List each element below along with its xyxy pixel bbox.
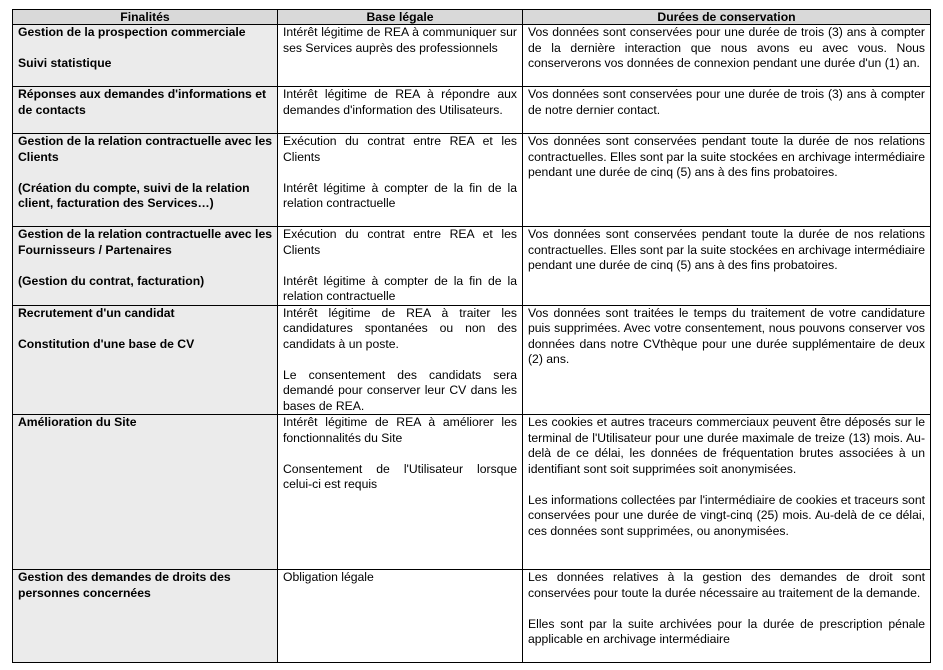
- base-legale-text: Intérêt légitime à compter de la fin de la relation contractuelle: [283, 180, 517, 210]
- base-legale-text: Intérêt légitime de REA à répondre aux demandes d'information des Utilisateurs.: [283, 87, 517, 117]
- finalite-cell: [13, 570, 278, 663]
- finalite-text: Amélioration du Site: [18, 415, 137, 429]
- finalite-text: Réponses aux demandes d'informations et de contacts: [18, 87, 267, 117]
- table-row: [13, 87, 931, 134]
- duree-text: Elles sont par la suite archivées pour la durée de prescription pénale applicable en archivage intermédiaire: [528, 616, 925, 646]
- data-retention-table: [12, 9, 931, 663]
- finalite-cell: [13, 227, 278, 306]
- finalite-text: Gestion de la relation contractuelle avec les Fournisseurs / Partenaires: [18, 227, 273, 257]
- header-finalites: Finalités: [13, 10, 278, 25]
- duree-text: Vos données sont traitées le temps du traitement de votre candidature puis supprimées. Avec votre consentement, nous pouvons conserver vos données dans notre CVthèque pour une durée supplémentaire de deux (2) ans.: [528, 305, 925, 366]
- duree-text: Vos données sont conservées pendant toute la durée de nos relations contractuelles. Elles sont par la suite stockées en archivage intermédiaire pendant une durée de cinq (5) ans à des fins probatoires.: [528, 134, 925, 179]
- base-legale-cell: [278, 134, 523, 227]
- base-legale-cell: [278, 415, 523, 570]
- finalite-cell: [13, 134, 278, 227]
- duree-cell: [523, 570, 931, 663]
- duree-cell: [523, 305, 931, 415]
- duree-cell: [523, 415, 931, 570]
- finalite-text: Suivi statistique: [18, 56, 112, 70]
- base-legale-text: Intérêt légitime de REA à traiter les candidatures spontanées ou non des candidats à un poste.: [283, 305, 517, 351]
- base-legale-text: Exécution du contrat entre REA et les Clients: [283, 227, 517, 257]
- duree-text: Les informations collectées par l'intermédiaire de cookies et traceurs sont conservées pour une durée de vingt-cinq (25) mois. Au-delà de ce délai, ces données sont supprimées, ou anonymisées.: [528, 492, 925, 538]
- base-legale-text: Obligation légale: [283, 570, 374, 584]
- base-legale-cell: [278, 25, 523, 87]
- table-row: [13, 227, 931, 306]
- duree-text: Vos données sont conservées pendant toute la durée de nos relations contractuelles. Elles sont par la suite stockées en archivage intermédiaire pendant une durée de cinq (5) ans à des fins probatoires.: [528, 227, 925, 272]
- finalite-text: Gestion de la relation contractuelle avec les Clients: [18, 134, 273, 164]
- finalite-cell: [13, 305, 278, 415]
- finalite-cell: [13, 25, 278, 87]
- base-legale-text: Intérêt légitime à compter de la fin de la relation contractuelle: [283, 273, 517, 303]
- table-row: [13, 134, 931, 227]
- duree-cell: [523, 87, 931, 134]
- finalite-text: (Création du compte, suivi de la relation client, facturation des Services…): [18, 180, 250, 210]
- base-legale-text: Le consentement des candidats sera demandé pour conserver leur CV dans les bases de REA.: [283, 367, 517, 413]
- header-base-legale: Base légale: [278, 10, 523, 25]
- finalite-text: Gestion des demandes de droits des personnes concernées: [18, 570, 231, 600]
- base-legale-cell: [278, 227, 523, 306]
- finalite-text: (Gestion du contrat, facturation): [18, 273, 205, 288]
- base-legale-cell: [278, 570, 523, 663]
- finalite-cell: [13, 415, 278, 570]
- table-header-row: [13, 10, 931, 25]
- table-row: [13, 415, 931, 570]
- base-legale-text: Intérêt légitime de REA à améliorer les fonctionnalités du Site: [283, 415, 517, 445]
- duree-text: Les données relatives à la gestion des demandes de droit sont conservées pour toute la durée nécessaire au traitement de la demande.: [528, 570, 925, 600]
- table-row: [13, 570, 931, 663]
- finalite-cell: [13, 87, 278, 134]
- base-legale-text: Intérêt légitime de REA à communiquer sur ses Services auprès des professionnels: [283, 25, 517, 55]
- base-legale-text: Consentement de l'Utilisateur lorsque celui-ci est requis: [283, 461, 517, 491]
- duree-cell: [523, 134, 931, 227]
- table-row: [13, 25, 931, 87]
- duree-text: Les cookies et autres traceurs commerciaux peuvent être déposés sur le terminal de l'Utilisateur pour une durée maximale de treize (13) mois. Au-delà de ce délai, les données de fréquentation brutes associées à un identifiant sont soit supprimées soit anonymisées.: [528, 415, 925, 476]
- duree-text: Vos données sont conservées pour une durée de trois (3) ans à compter de notre dernier contact.: [528, 87, 925, 117]
- duree-cell: [523, 25, 931, 87]
- finalite-text: Constitution d'une base de CV: [18, 336, 195, 351]
- duree-text: Vos données sont conservées pour une durée de trois (3) ans à compter de la dernière interaction que nous avons eu avec vous. Nous conserverons vos données de connexion pendant une durée d'un (1) an.: [528, 25, 925, 70]
- finalite-text: Gestion de la prospection commerciale: [18, 25, 246, 39]
- base-legale-cell: [278, 305, 523, 415]
- duree-cell: [523, 227, 931, 306]
- base-legale-cell: [278, 87, 523, 134]
- finalite-text: Recrutement d'un candidat: [18, 305, 175, 320]
- table-row: [13, 305, 931, 415]
- base-legale-text: Exécution du contrat entre REA et les Clients: [283, 134, 517, 164]
- header-durees: Durées de conservation: [523, 10, 931, 25]
